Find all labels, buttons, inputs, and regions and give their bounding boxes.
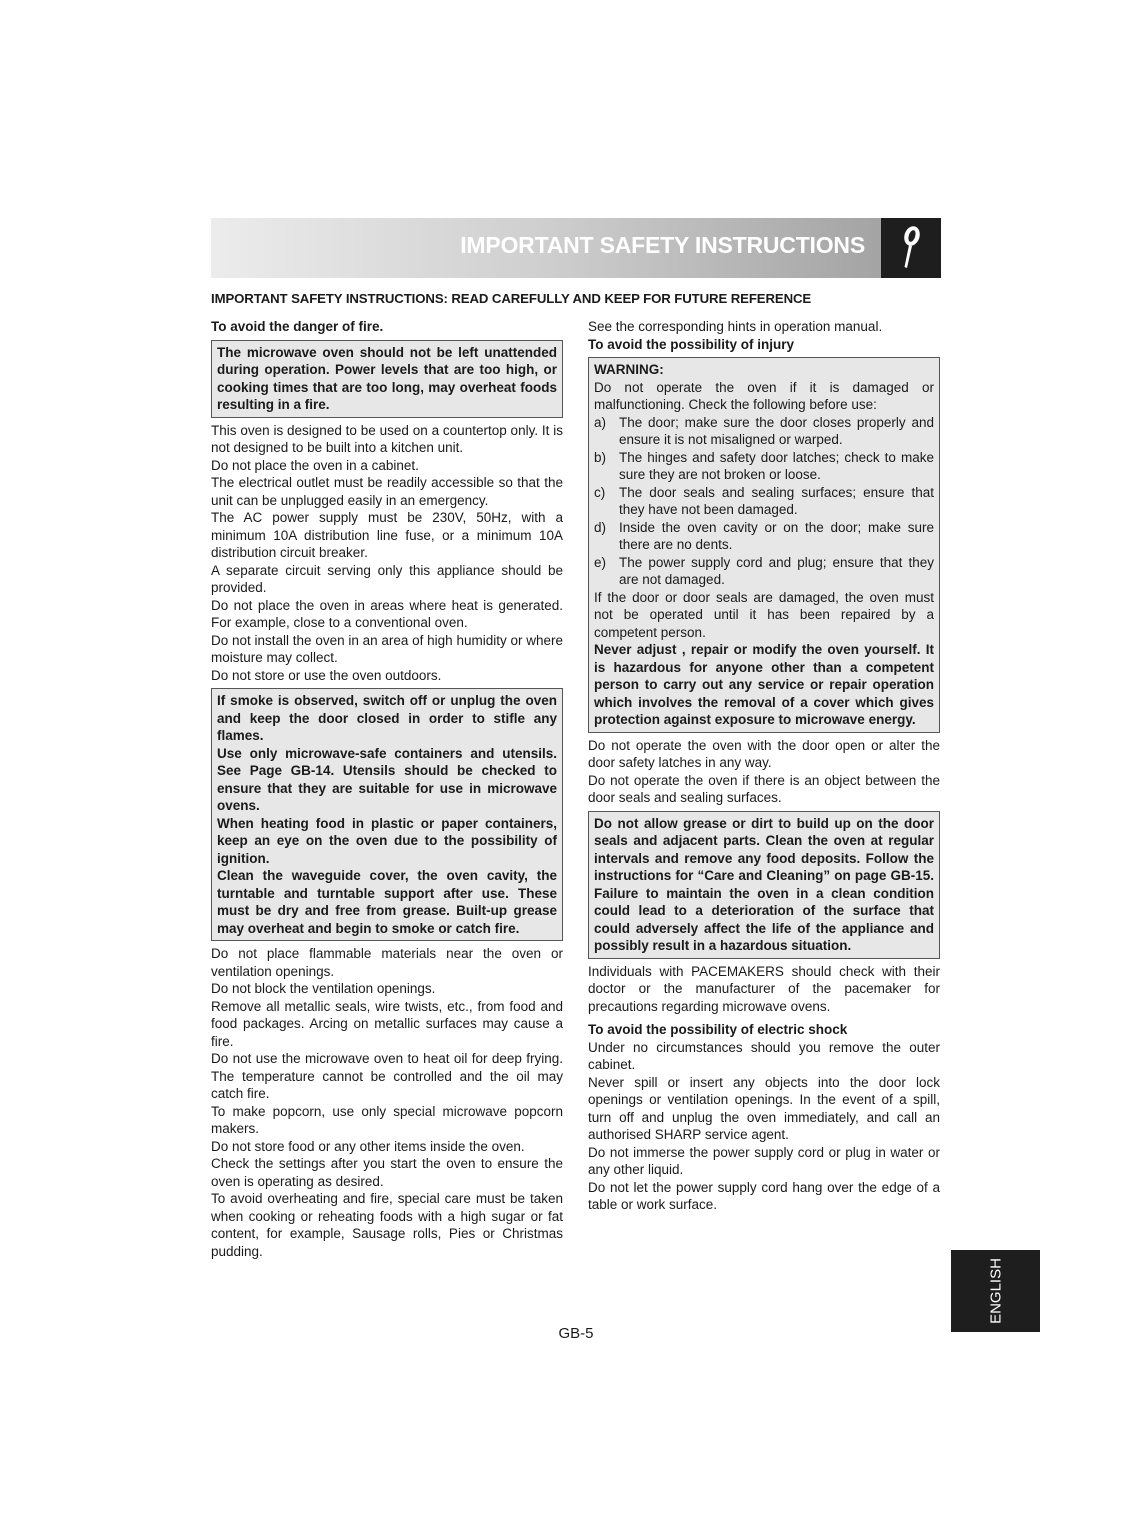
box-text: The microwave oven should not be left unattended during operation. Power levels that are too high, or cooking times that are too long, may overheat foods resulting in a fire.	[217, 344, 557, 412]
paragraph: The electrical outlet must be readily accessible so that the unit can be unplugged easily in an emergency.	[211, 475, 563, 508]
fire-heading: To avoid the danger of fire.	[211, 319, 384, 334]
box-text: Clean the waveguide cover, the oven cavity, the turntable and turntable support after use. These must be dry and free from grease. Built-up grease may overheat and begin to smoke or catch fire.	[217, 868, 557, 936]
list-item	[594, 519, 934, 554]
box-text: Do not allow grease or dirt to build up on the door seals and adjacent parts. Clean the oven at regular intervals and remove any food deposits. Follow the instructions for “Care and Cleaning” on page GB-15. Failure to maintain the oven in a clean condition could lead to a deterioration of the surface that could adversely affect the life of the appliance and possibly result in a hazardous situation.	[594, 815, 934, 953]
paragraph: Do not let the power supply cord hang over the edge of a table or work surface.	[588, 1179, 940, 1212]
paragraph: Do not install the oven in an area of high humidity or where moisture may collect.	[211, 632, 563, 665]
unattended-warning-box	[211, 340, 563, 418]
list-text: The door seals and sealing surfaces; ensure that they have not been damaged.	[619, 484, 934, 517]
list-item	[594, 554, 934, 589]
page-number: GB-5	[558, 1325, 594, 1342]
list-text: Inside the oven cavity or on the door; make sure there are no dents.	[619, 519, 934, 552]
warning-title: WARNING:	[594, 362, 664, 377]
language-label: ENGLISH	[987, 1258, 1004, 1324]
info-pointer-icon	[881, 218, 941, 278]
page-subheading: IMPORTANT SAFETY INSTRUCTIONS: READ CAREFULLY AND KEEP FOR FUTURE REFERENCE	[211, 291, 812, 306]
paragraph: Do not place the oven in a cabinet.	[211, 457, 419, 473]
warning-box	[588, 357, 940, 733]
paragraph: Do not immerse the power supply cord or plug in water or any other liquid.	[588, 1144, 940, 1177]
injury-heading: To avoid the possibility of injury	[588, 336, 795, 352]
list-item	[594, 484, 934, 519]
list-marker: d)	[594, 519, 607, 535]
warning-intro: Do not operate the oven if it is damaged or malfunctioning. Check the following before use:	[594, 379, 934, 412]
list-item	[594, 449, 934, 484]
hint-text: See the corresponding hints in operation manual.	[588, 319, 883, 334]
box-text: Use only microwave-safe containers and utensils. See Page GB-14. Utensils should be checked to ensure that they are suitable for use in microwave ovens.	[217, 745, 557, 813]
list-text: The power supply cord and plug; ensure that they are not damaged.	[619, 554, 934, 587]
paragraph: Never spill or insert any objects into the door lock openings or ventilation openings. In the event of a spill, turn off and unplug the oven immediately, and call an authorised SHARP service agent.	[588, 1074, 940, 1142]
list-marker: b)	[594, 449, 607, 465]
paragraph: To make popcorn, use only special microwave popcorn makers.	[211, 1103, 563, 1136]
paragraph: Do not block the ventilation openings.	[211, 981, 436, 996]
paragraph: Under no circumstances should you remove the outer cabinet.	[588, 1039, 940, 1072]
list-text: The hinges and safety door latches; check to make sure they are not broken or loose.	[619, 449, 934, 482]
list-marker: a)	[594, 414, 607, 430]
grease-warning-box	[588, 811, 940, 959]
paragraph: Do not place flammable materials near the oven or ventilation openings.	[211, 946, 563, 979]
paragraph: Do not use the microwave oven to heat oil for deep frying. The temperature cannot be controlled and the oil may catch fire.	[211, 1051, 563, 1101]
fire-precautions-box	[211, 688, 563, 941]
banner-title: IMPORTANT SAFETY INSTRUCTIONS	[460, 232, 865, 258]
paragraph: This oven is designed to be used on a countertop only. It is not designed to be built into a kitchen unit.	[211, 422, 563, 455]
section-banner	[211, 218, 941, 278]
paragraph: A separate circuit serving only this appliance should be provided.	[211, 562, 563, 595]
paragraph: Do not store food or any other items inside the oven.	[211, 1138, 525, 1154]
box-text: If smoke is observed, switch off or unplug the oven and keep the door closed in order to stifle any flames.	[217, 693, 557, 743]
paragraph: To avoid overheating and fire, special care must be taken when cooking or reheating foods with a high sugar or fat content, for example, Sausage rolls, Pies or Christmas pudding.	[211, 1191, 563, 1259]
paragraph: Remove all metallic seals, wire twists, etc., from food and food packages. Arcing on metallic surfaces may cause a fire.	[211, 998, 563, 1049]
list-item	[594, 414, 934, 449]
shock-heading: To avoid the possibility of electric shock	[588, 1022, 848, 1037]
list-marker: c)	[594, 484, 606, 500]
list-text: The door; make sure the door closes properly and ensure it is not misaligned or warped.	[619, 414, 934, 447]
left-column	[211, 318, 563, 1260]
warning-bold: Never adjust , repair or modify the oven yourself. It is hazardous for anyone other than a competent person to carry out any service or repair operation which involves the removal of a cover which gives protection against exposure to microwave energy.	[594, 642, 934, 727]
warning-after: If the door or door seals are damaged, the oven must not be operated until it has been repaired by a competent person.	[594, 589, 934, 640]
pacemaker-note: Individuals with PACEMAKERS should check with their doctor or the manufacturer of the pacemaker for precautions regarding microwave ovens.	[588, 963, 940, 1014]
right-column	[588, 318, 940, 1214]
box-text: When heating food in plastic or paper containers, keep an eye on the oven due to the possibility of ignition.	[217, 815, 557, 866]
list-marker: e)	[594, 554, 607, 570]
paragraph: Check the settings after you start the oven to ensure the oven is operating as desired.	[211, 1156, 563, 1189]
paragraph: Do not store or use the oven outdoors.	[211, 667, 442, 683]
language-tab	[951, 1250, 1040, 1332]
paragraph: Do not place the oven in areas where heat is generated. For example, close to a conventional oven.	[211, 597, 563, 630]
paragraph: Do not operate the oven with the door open or alter the door safety latches in any way.	[588, 737, 940, 770]
paragraph: The AC power supply must be 230V, 50Hz, with a minimum 10A distribution line fuse, or a minimum 10A distribution circuit breaker.	[211, 510, 563, 560]
paragraph: Do not operate the oven if there is an object between the door seals and sealing surfaces.	[588, 772, 940, 805]
